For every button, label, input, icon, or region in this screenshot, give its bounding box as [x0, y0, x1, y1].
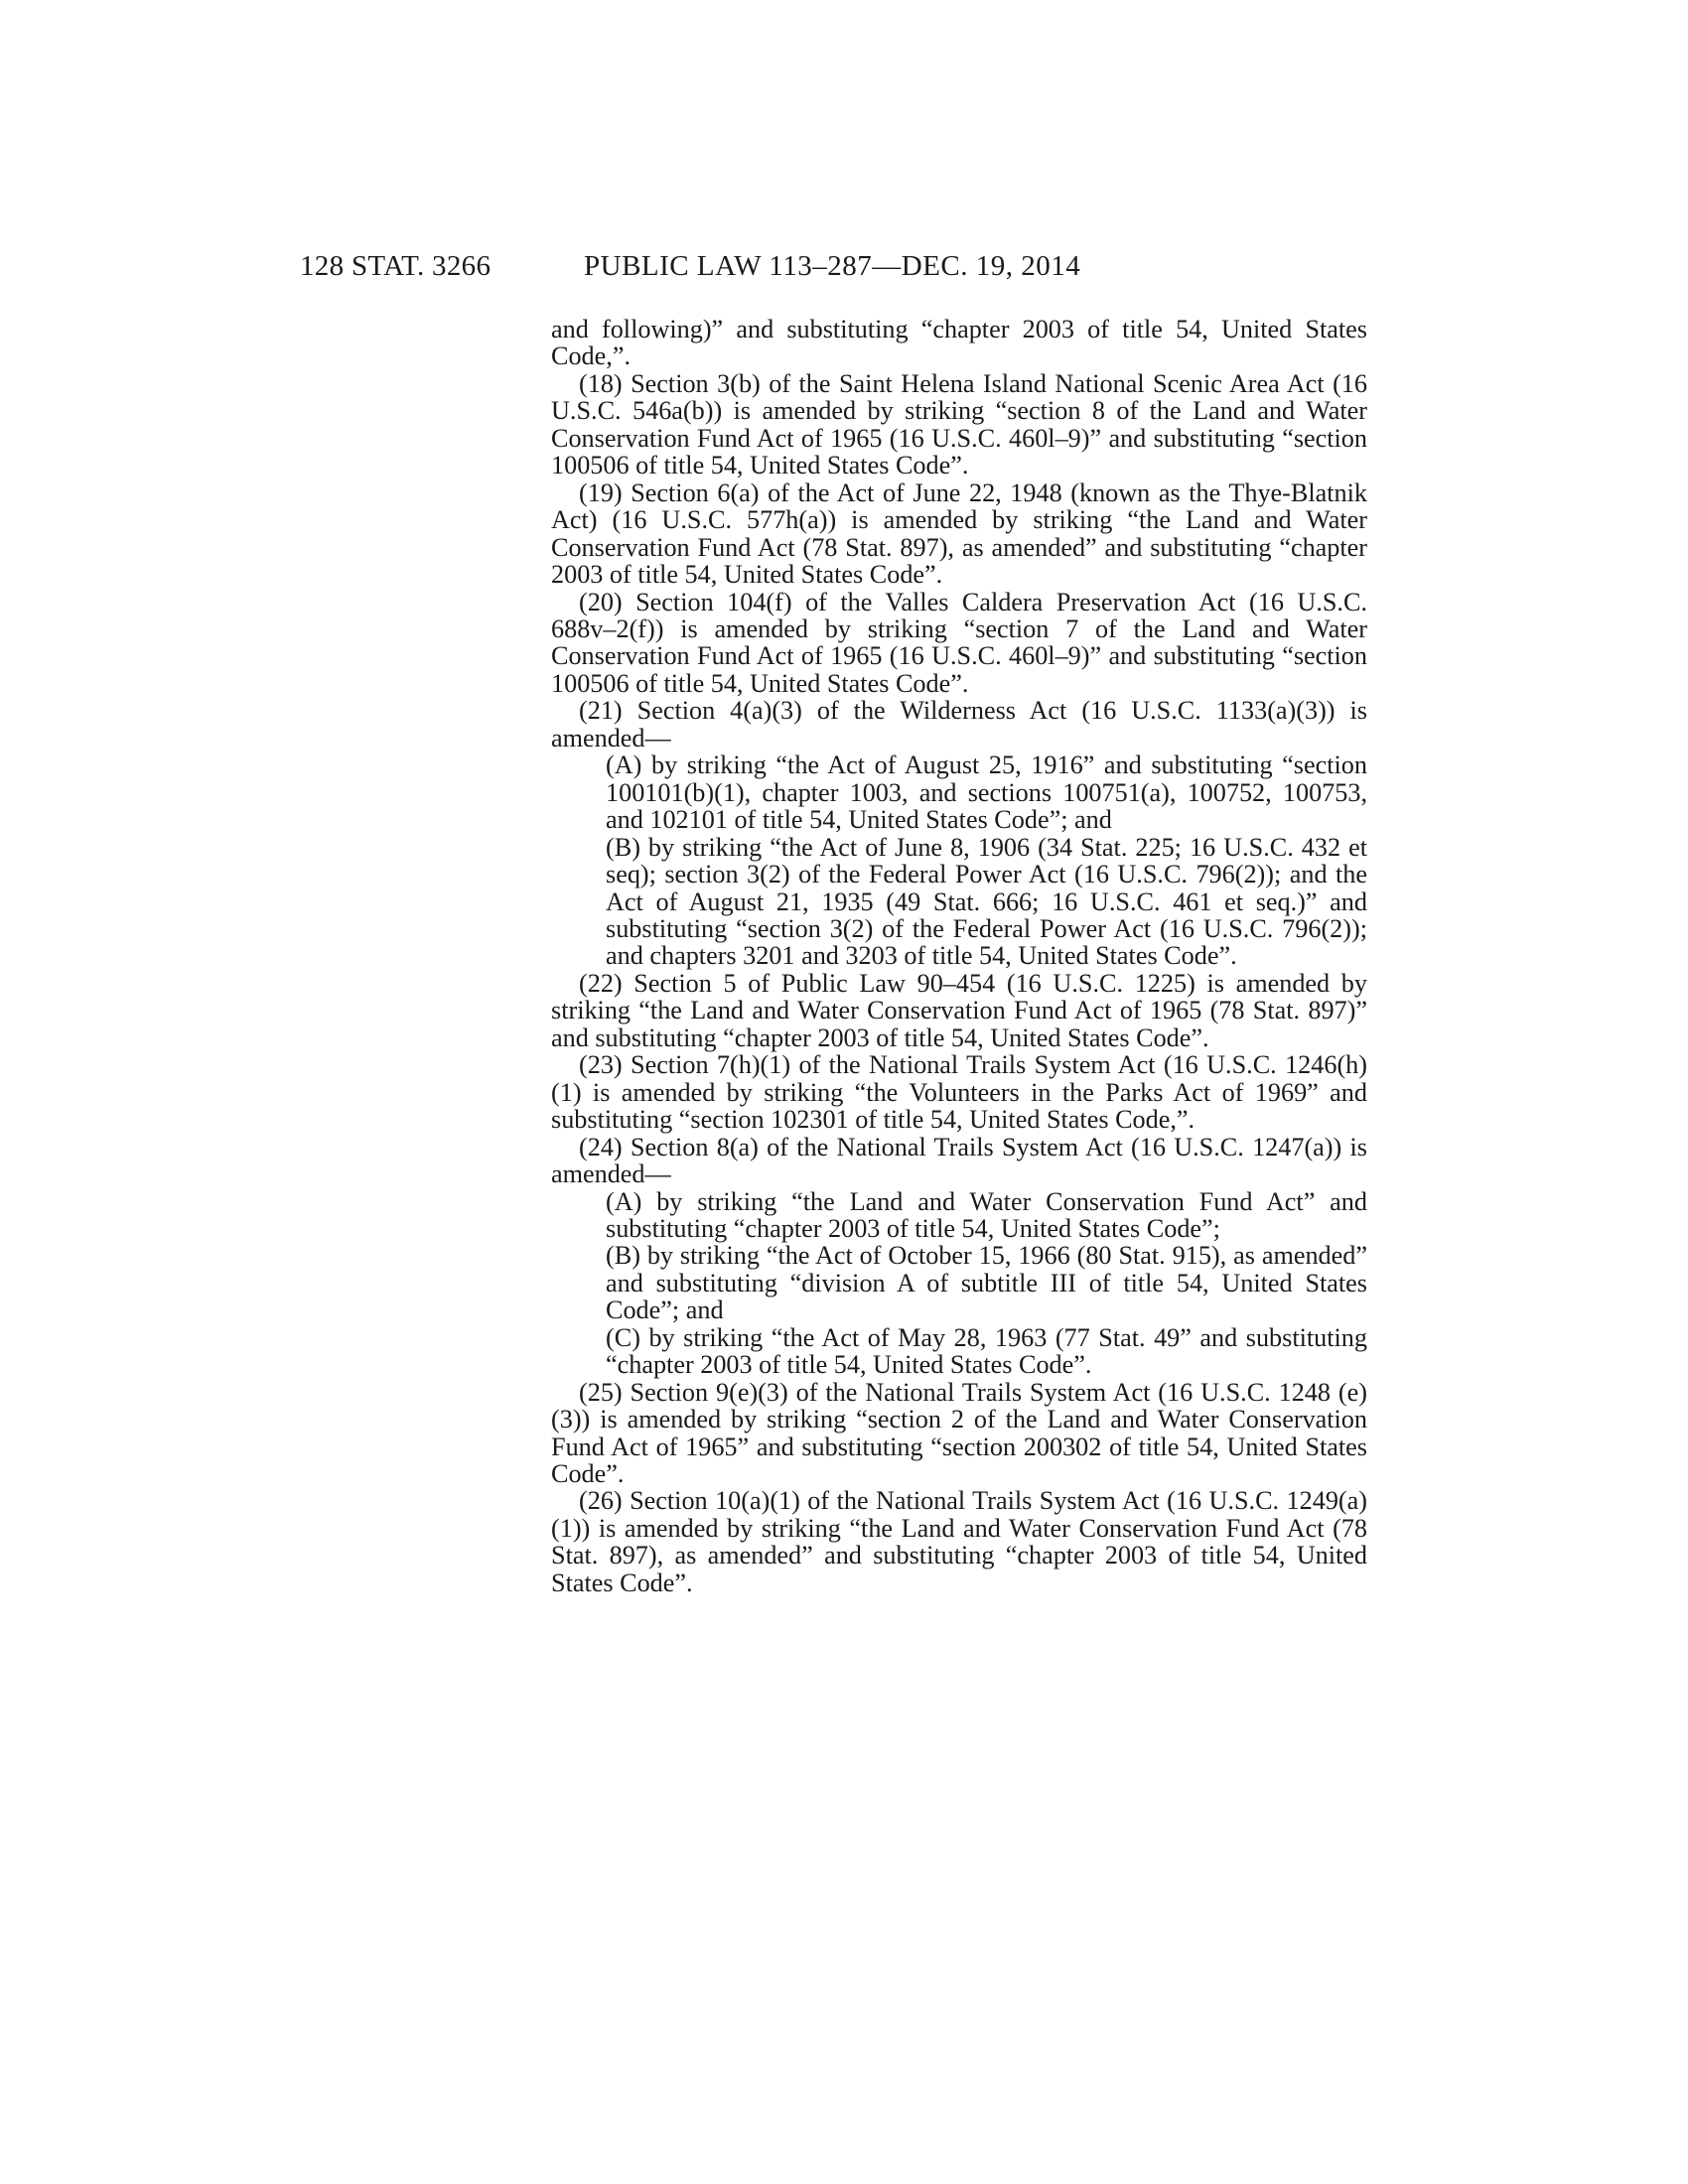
page-header — [0, 250, 1688, 290]
paragraph-22: (22) Section 5 of Public Law 90–454 (16 U.S.C. 1225) is amended by striking “the Land and Water Conservation Fund Act of 1965 (78 Stat. 897)” and substituting “chapter 2003 of title 54, United States Code”. — [551, 968, 1367, 1052]
paragraph-17-continuation: and following)” and substituting “chapter 2003 of title 54, United States Code,”. — [551, 315, 1367, 371]
paragraph-19: (19) Section 6(a) of the Act of June 22, 1948 (known as the Thye-Blatnik Act) (16 U.S.C. 577h(a)) is amended by striking “the Land and Water Conservation Fund Act (78 Stat. 897), as amended” and substituting “chapter 2003 of title 54, United States Code”. — [551, 478, 1367, 590]
stat-page-reference: 128 STAT. 3266 — [300, 250, 492, 282]
running-head-law-title: PUBLIC LAW 113–287—DEC. 19, 2014 — [584, 250, 1081, 282]
paragraph-24-a: (A) by striking “the Land and Water Conservation Fund Act” and substituting “chapter 2003 of title 54, United States Code”; — [606, 1186, 1367, 1243]
paragraph-18: (18) Section 3(b) of the Saint Helena Island National Scenic Area Act (16 U.S.C. 546a(b)) is amended by striking “section 8 of the Land and Water Conservation Fund Act of 1965 (16 U.S.C. 460l–9)” and substituting “section 100506 of title 54, United States Code”. — [551, 368, 1367, 480]
paragraph-24-subparagraphs — [606, 1188, 1367, 1379]
paragraph-24: (24) Section 8(a) of the National Trails System Act (16 U.S.C. 1247(a)) is amended— — [551, 1132, 1367, 1189]
paragraph-21-subparagraphs — [606, 751, 1367, 970]
body-text — [551, 316, 1367, 1596]
paragraph-26: (26) Section 10(a)(1) of the National Trails System Act (16 U.S.C. 1249(a)(1)) is amended by striking “the Land and Water Conservation Fund Act (78 Stat. 897), as amended” and substituting “chapter 2003 of title 54, United States Code”. — [551, 1486, 1367, 1597]
paragraph-21-a: (A) by striking “the Act of August 25, 1916” and substituting “section 100101(b)(1), chapter 1003, and sections 100751(a), 100752, 100753, and 102101 of title 54, United States Code”; and — [606, 751, 1367, 835]
paragraph-21: (21) Section 4(a)(3) of the Wilderness Act (16 U.S.C. 1133(a)(3)) is amended— — [551, 696, 1367, 752]
paragraph-24-b: (B) by striking “the Act of October 15, 1966 (80 Stat. 915), as amended” and substituting “division A of subtitle III of title 54, United States Code”; and — [606, 1241, 1367, 1325]
paragraph-21-b: (B) by striking “the Act of June 8, 1906 (34 Stat. 225; 16 U.S.C. 432 et seq); section 3(2) of the Federal Power Act (16 U.S.C. 796(2)); and the Act of August 21, 1935 (49 Stat. 666; 16 U.S.C. 461 et seq.)” and substituting “section 3(2) of the Federal Power Act (16 U.S.C. 796(2)); and chapters 3201 and 3203 of title 54, United States Code”. — [606, 832, 1367, 971]
paragraph-23: (23) Section 7(h)(1) of the National Trails System Act (16 U.S.C. 1246(h)(1) is amended by striking “the Volunteers in the Parks Act of 1969” and substituting “section 102301 of title 54, United States Code,”. — [551, 1050, 1367, 1135]
paragraph-25: (25) Section 9(e)(3) of the National Trails System Act (16 U.S.C. 1248 (e)(3)) is amended by striking “section 2 of the Land and Water Conservation Fund Act of 1965” and substituting “section 200302 of title 54, United States Code”. — [551, 1377, 1367, 1489]
paragraph-20: (20) Section 104(f) of the Valles Caldera Preservation Act (16 U.S.C. 688v–2(f)) is amended by striking “section 7 of the Land and Water Conservation Fund Act of 1965 (16 U.S.C. 460l–9)” and substituting “section 100506 of title 54, United States Code”. — [551, 587, 1367, 698]
paragraph-24-c: (C) by striking “the Act of May 28, 1963 (77 Stat. 49” and substituting “chapter 2003 of title 54, United States Code”. — [606, 1322, 1367, 1380]
